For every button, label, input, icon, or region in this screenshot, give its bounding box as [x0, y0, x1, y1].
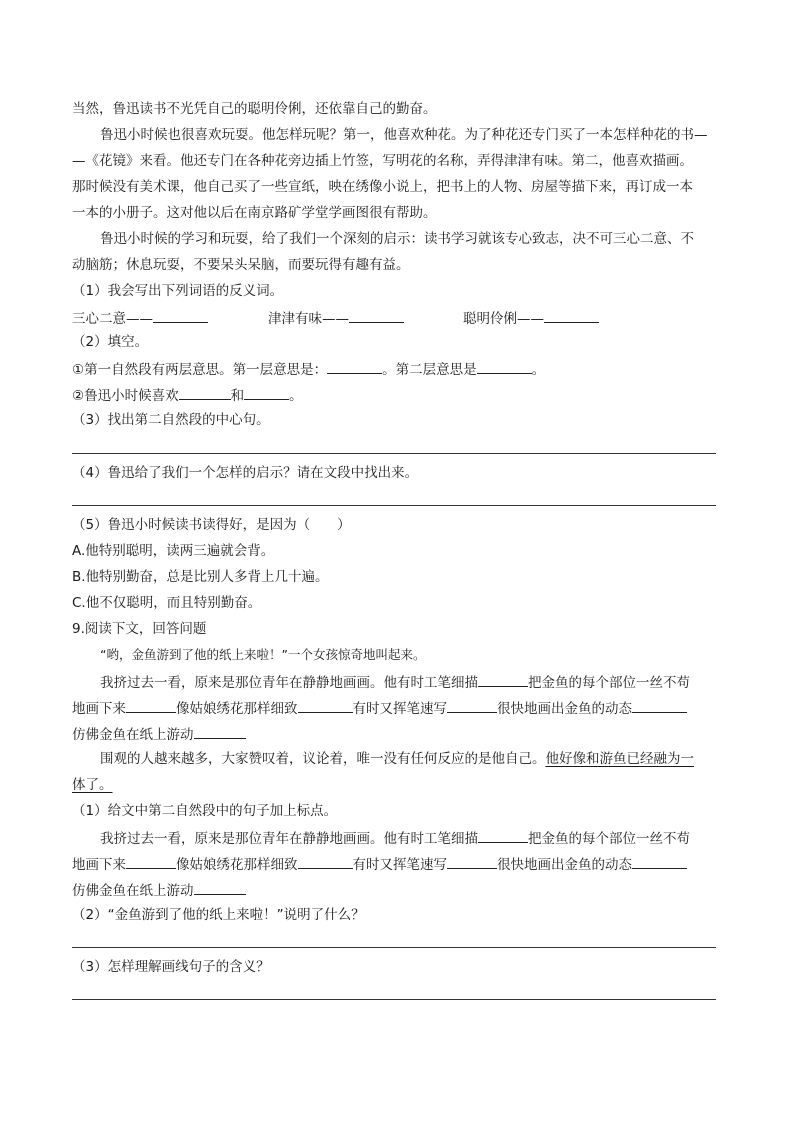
question-3-title: （3）找出第二自然段的中心句。 [72, 412, 270, 428]
answer-blank[interactable] [544, 308, 599, 323]
story-text: 有时又挥笔速写 [352, 857, 447, 873]
story-line: “哟，金鱼游到了他的纸上来啦！”一个女孩惊奇地叫起来。 [100, 647, 426, 662]
answer-blank[interactable] [632, 854, 687, 869]
story-text: 地画下来 [72, 857, 126, 873]
answer-blank[interactable] [244, 385, 289, 400]
answer-blank[interactable] [153, 308, 208, 323]
question-1-title: （1）我会写出下列词语的反义词。 [72, 283, 284, 299]
answer-line[interactable] [72, 505, 716, 506]
fill-text: ②鲁迅小时候喜欢 [72, 388, 179, 404]
answer-blank[interactable] [126, 854, 176, 869]
story-text: 把金鱼的每个部位一丝不苟 [528, 831, 690, 847]
story-text: 我挤过去一看，原来是那位青年在静静地画画。他有时工笔细描 [100, 831, 478, 847]
fill-line-2 [72, 385, 724, 405]
answer-blank[interactable] [447, 854, 497, 869]
question-2-title: （2）填空。 [72, 334, 149, 350]
section-9-title: 9.阅读下文，回答问题 [72, 621, 207, 637]
story-text: 仿佛金鱼在纸上游动 [72, 883, 194, 899]
story-text: 我挤过去一看，原来是那位青年在静静地画画。他有时工笔细描 [100, 675, 478, 691]
answer-blank[interactable] [126, 698, 176, 713]
answer-blank[interactable] [194, 880, 246, 895]
choice-c[interactable]: C.他不仅聪明，而且特别勤奋。 [72, 595, 262, 611]
answer-blank[interactable] [298, 854, 353, 869]
fill-text: 和 [230, 388, 245, 404]
passage-line: 当然，鲁迅读书不光凭自己的聪明伶俐，还依靠自己的勤奋。 [72, 101, 437, 117]
story-text: 很快地画出金鱼的动态 [497, 857, 632, 873]
underlined-sentence: 他好像和游鱼已经融为一 [545, 751, 694, 767]
question-9-1-title: （1）给文中第二自然段中的句子加上标点。 [72, 803, 338, 819]
story-text: 像姑娘绣花那样细致 [176, 701, 298, 717]
passage-line: 鲁迅小时候也很喜欢玩耍。他怎样玩呢？第一，他喜欢种花。为了种花还专门买了一本怎样种花的书— [100, 127, 708, 143]
answer-blank[interactable] [477, 359, 532, 374]
story-line [72, 698, 724, 718]
answer-line[interactable] [72, 999, 716, 1000]
answer-blank[interactable] [327, 359, 382, 374]
answer-blank[interactable] [478, 828, 528, 843]
question-4-title: （4）鲁迅给了我们一个怎样的启示？请在文段中找出来。 [72, 465, 419, 481]
passage-line: 鲁迅小时候的学习和玩耍，给了我们一个深刻的启示：读书学习就该专心致志，决不可三心二意、不 [100, 231, 694, 247]
fill-text: 。 [289, 388, 303, 404]
punctuation-line [100, 828, 724, 848]
answer-blank[interactable] [478, 672, 528, 687]
question-9-3-title: （3）怎样理解画线句子的含义？ [72, 959, 270, 975]
punctuation-line [72, 854, 724, 874]
story-text: 仿佛金鱼在纸上游动 [72, 727, 194, 743]
answer-line[interactable] [72, 453, 716, 454]
story-text: 像姑娘绣花那样细致 [176, 857, 298, 873]
story-line [72, 776, 724, 794]
answer-blank[interactable] [298, 698, 353, 713]
story-line [100, 750, 724, 768]
story-text: 围观的人越来越多，大家赞叹着，议论着，唯一没有任何反应的是他自己。 [100, 751, 546, 767]
antonym-word: 津津有味—— [268, 311, 349, 327]
fill-text: ①第一自然段有两层意思。第一层意思是： [72, 362, 328, 378]
story-text: 地画下来 [72, 701, 126, 717]
fill-line-1 [72, 359, 724, 379]
choice-b[interactable]: B.他特别勤奋，总是比别人多背上几十遍。 [72, 569, 329, 585]
answer-blank[interactable] [632, 698, 687, 713]
question-5-title: （5）鲁迅小时候读书读得好，是因为（ ） [72, 517, 351, 533]
passage-line: 那时候没有美术课，他自己买了一些宣纸，映在绣像小说上，把书上的人物、房屋等描下来，再订成一本 [72, 179, 693, 195]
antonym-item-3 [463, 308, 599, 328]
answer-blank[interactable] [349, 308, 404, 323]
question-9-2-title: （2）“金鱼游到了他的纸上来啦！”说明了什么？ [72, 907, 365, 923]
passage-line: —《花镜》来看。他还专门在各种花旁边插上竹签，写明花的名称，弄得津津有味。第二，他喜欢描画。 [72, 153, 693, 169]
antonym-word: 聪明伶俐—— [463, 311, 544, 327]
story-line [72, 724, 724, 744]
answer-blank[interactable] [179, 385, 231, 400]
antonym-item-2 [268, 308, 404, 328]
fill-text: 。 [531, 362, 546, 378]
antonym-word: 三心二意—— [72, 311, 153, 327]
punctuation-line [72, 880, 724, 900]
antonym-item-1 [72, 308, 208, 328]
answer-blank[interactable] [447, 698, 497, 713]
passage-line: 动脑筋；休息玩耍，不要呆头呆脑，而要玩得有趣有益。 [72, 257, 410, 273]
answer-line[interactable] [72, 947, 716, 948]
fill-text: 。第二层意思是 [382, 362, 477, 378]
story-text: 有时又挥笔速写 [352, 701, 447, 717]
story-text: 把金鱼的每个部位一丝不苟 [528, 675, 690, 691]
story-line [100, 672, 724, 692]
story-text: 很快地画出金鱼的动态 [497, 701, 632, 717]
passage-line: 一本的小册子。这对他以后在南京路矿学堂学画图很有帮助。 [72, 205, 437, 221]
answer-blank[interactable] [194, 724, 246, 739]
choice-a[interactable]: A.他特别聪明，读两三遍就会背。 [72, 543, 275, 559]
underlined-sentence: 体了。 [72, 777, 113, 793]
